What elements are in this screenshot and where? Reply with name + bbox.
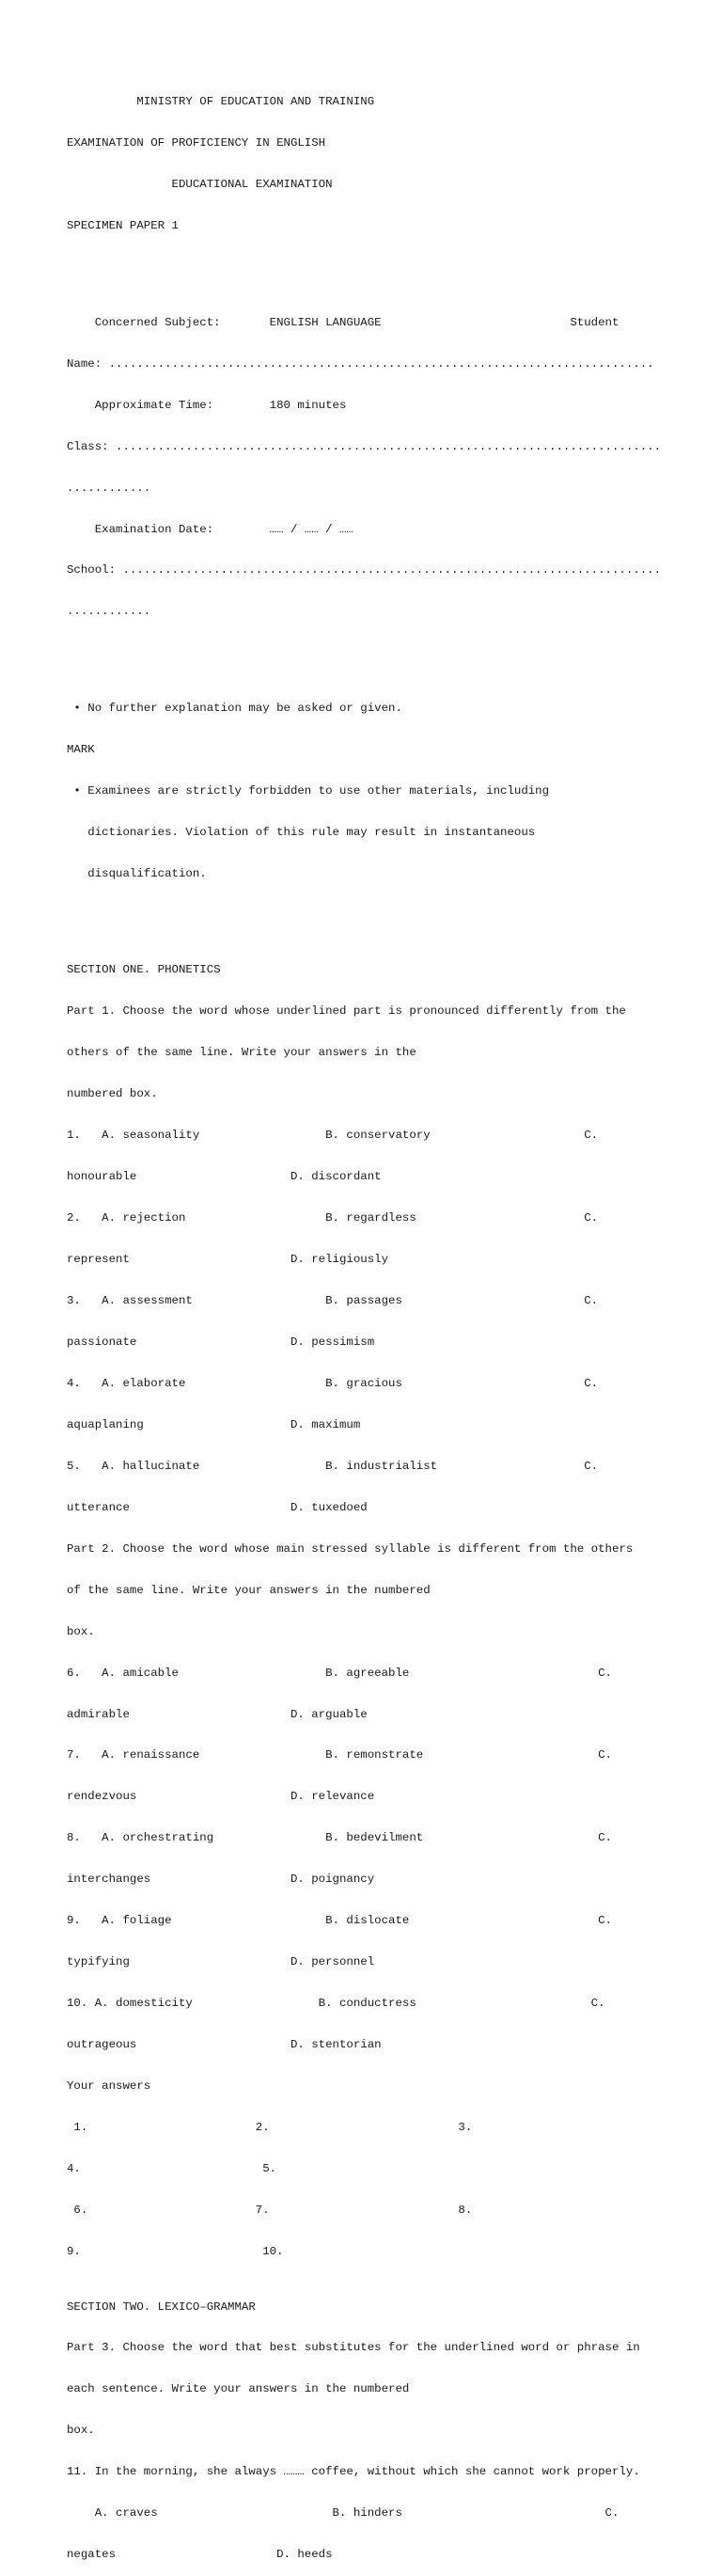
question-1-line-1: 1. A. seasonality B. conservatory C. — [67, 1129, 599, 1143]
part2-instruction-1: Part 2. Choose the word whose main stressed syllable is different from the others — [67, 1541, 634, 1556]
question-9-line-1: 9. A. foliage B. dislocate C. — [67, 1914, 612, 1928]
school-line-cont: ............ — [67, 605, 151, 619]
ministry-heading: MINISTRY OF EDUCATION AND TRAINING — [67, 95, 375, 109]
part2-instruction-3: box. — [67, 1624, 95, 1638]
question-1-line-2: honourable D. discordant — [67, 1170, 382, 1184]
part1-instruction-2: others of the same line. Write your answers in the — [67, 1046, 416, 1060]
question-11-options-2: negates D. heeds — [67, 2548, 333, 2562]
exam-type: EDUCATIONAL EXAMINATION — [67, 178, 333, 192]
question-3-line-1: 3. A. assessment B. passages C. — [67, 1293, 599, 1307]
part3-instruction-2: each sentence. Write your answers in the numbered — [67, 2382, 410, 2396]
exam-title: EXAMINATION OF PROFICIENCY IN ENGLISH — [67, 136, 326, 150]
question-9-line-2: typifying D. personnel — [67, 1955, 375, 1969]
question-10-line-2: outrageous D. stentorian — [67, 2038, 382, 2052]
answers-label: Your answers — [67, 2079, 151, 2094]
question-11-options-1: A. craves B. hinders C. — [67, 2506, 620, 2521]
exam-document — [67, 68, 706, 2576]
question-4-line-1: 4. A. elaborate B. gracious C. — [67, 1376, 599, 1390]
rule-materials-3: disqualification. — [67, 866, 207, 880]
question-2-line-2: represent D. religiously — [67, 1253, 389, 1267]
rule-materials-2: dictionaries. Violation of this rule may result in instantaneous — [67, 825, 536, 839]
spacer — [67, 261, 706, 275]
question-2-line-1: 2. A. rejection B. regardless C. — [67, 1211, 599, 1225]
answers-row-1: 1. 2. 3. — [67, 2121, 473, 2135]
question-5-line-1: 5. A. hallucinate B. industrialist C. — [67, 1459, 599, 1473]
question-6-line-1: 6. A. amicable B. agreeable C. — [67, 1666, 612, 1680]
question-4-line-2: aquaplaning D. maximum — [67, 1417, 361, 1431]
time-line: Approximate Time: 180 minutes — [67, 398, 347, 412]
class-line-cont: ............ — [67, 481, 151, 495]
part3-instruction-1: Part 3. Choose the word that best substitutes for the underlined word or phrase in — [67, 2341, 640, 2355]
question-6-line-2: admirable D. arguable — [67, 1707, 368, 1721]
answers-row-4: 9. 10. — [67, 2244, 284, 2258]
question-3-line-2: passionate D. pessimism — [67, 1335, 375, 1349]
question-7-line-1: 7. A. renaissance B. remonstrate C. — [67, 1748, 612, 1762]
answers-row-3: 6. 7. 8. — [67, 2203, 473, 2217]
question-8-line-2: interchanges D. poignancy — [67, 1873, 375, 1887]
mark-label: MARK — [67, 742, 95, 756]
subject-line: Concerned Subject: ENGLISH LANGUAGE Student — [67, 315, 620, 329]
spacer — [67, 646, 706, 660]
part1-instruction-1: Part 1. Choose the word whose underlined part is pronounced differently from the — [67, 1004, 626, 1019]
question-10-line-1: 10. A. domesticity B. conductress C. — [67, 1997, 605, 2011]
section-one-title: SECTION ONE. PHONETICS — [67, 963, 221, 977]
question-11: 11. In the morning, she always ……… coffee, without which she cannot work properly. — [67, 2465, 640, 2479]
section-two-title: SECTION TWO. LEXICO–GRAMMAR — [67, 2299, 256, 2314]
question-5-line-2: utterance D. tuxedoed — [67, 1500, 368, 1514]
class-line: Class: .............................................................................. — [67, 439, 662, 453]
paper-title: SPECIMEN PAPER 1 — [67, 219, 179, 233]
student-name-line: Name: .............................................................................. — [67, 356, 654, 371]
part1-instruction-3: numbered box. — [67, 1087, 158, 1101]
question-8-line-1: 8. A. orchestrating B. bedevilment C. — [67, 1831, 612, 1845]
school-line: School: ............................................................................. — [67, 563, 662, 577]
question-7-line-2: rendezvous D. relevance — [67, 1790, 375, 1804]
rule-no-explanation: • No further explanation may be asked or given. — [67, 701, 402, 715]
answers-row-2: 4. 5. — [67, 2161, 277, 2175]
exam-date-line: Examination Date: …… / …… / …… — [67, 522, 353, 536]
part3-instruction-3: box. — [67, 2424, 95, 2438]
spacer — [67, 909, 706, 923]
rule-materials-1: • Examinees are strictly forbidden to use other materials, including — [67, 783, 550, 798]
part2-instruction-2: of the same line. Write your answers in the numbered — [67, 1583, 431, 1597]
